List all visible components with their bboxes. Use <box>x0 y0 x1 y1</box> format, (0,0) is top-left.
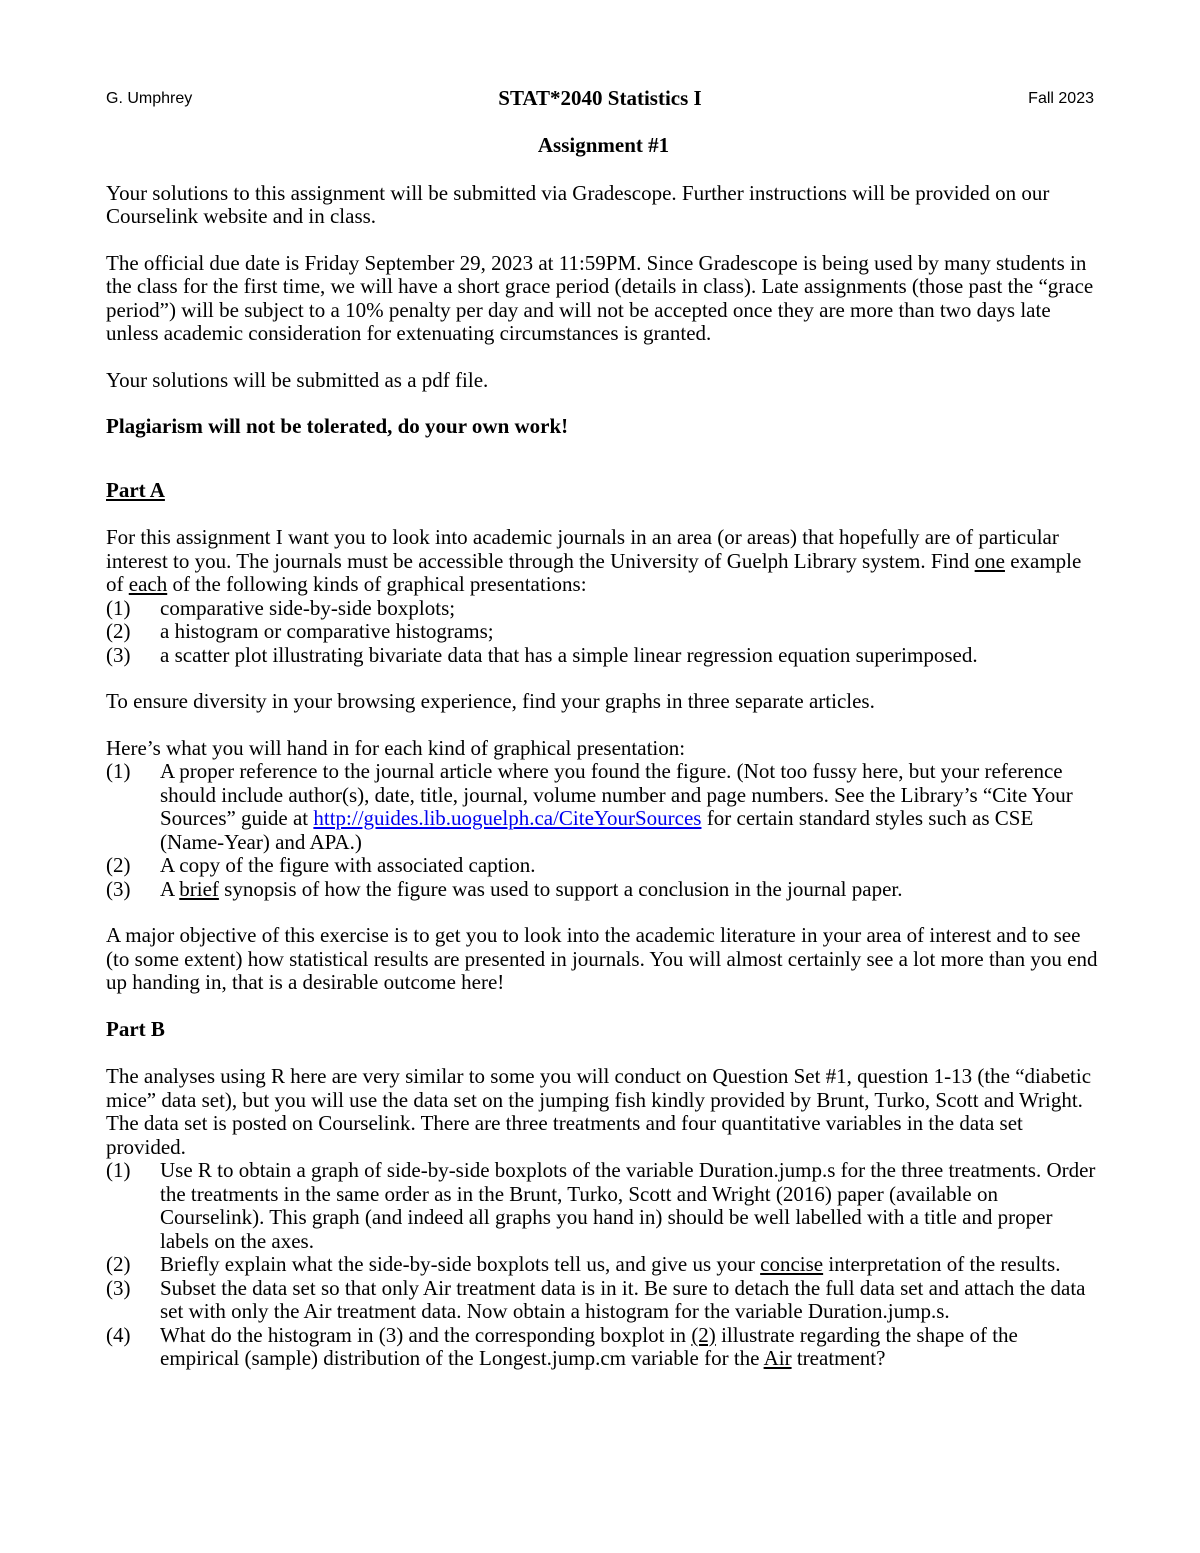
intro-paragraph-format: Your solutions will be submitted as a pdf file. <box>106 367 489 392</box>
assignment-title: Assignment #1 <box>537 133 670 157</box>
emphasis-each: each <box>128 572 168 596</box>
part-a-heading: Part A <box>106 477 165 502</box>
emphasis-brief: brief <box>179 876 219 901</box>
part-b-intro: The analyses using R here are very similar to some you will conduct on Question Set #1, question 1-13 (the “diabetic mice” data set), but you will use the data set on the jumping fish kindly provided by Brunt, Turko, Scott and Wright. The data set is posted on Courselink. There are three treatments and four quantitative variables in the data set provided. <box>106 1064 1092 1159</box>
emphasis-one: one <box>974 548 1005 573</box>
handin-intro: Here’s what you will hand in for each kind of graphical presentation: <box>106 735 686 760</box>
part-b-heading: Part B <box>106 1016 165 1041</box>
graph-kinds-list <box>106 597 1101 668</box>
list-item: (2) A copy of the figure with associated caption. <box>106 853 536 877</box>
list-item: (1) comparative side-by-side boxplots; <box>106 595 456 620</box>
list-item: (3) a scatter plot illustrating bivariate data that has a simple linear regression equation superimposed. <box>106 642 978 667</box>
handin-list <box>106 760 1101 901</box>
part-a-intro: For this assignment I want you to look into academic journals in an area (or areas) that hopefully are of particular interest to you. The journals must be accessible through the University of Guelph Library system. Find one example of each of the following kinds of graphical presentations: <box>106 525 1082 596</box>
course-title: STAT*2040 Statistics I <box>498 86 702 110</box>
list-item: (1) Use R to obtain a graph of side-by-side boxplots of the variable Duration.jump.s for the three treatments. Order the treatments in the same order as in the Brunt, Turko, Scott and Wright (2016) paper (available on Courselink). This graph (and indeed all graphs you hand in) should be well labelled with a title and proper labels on the axes. <box>106 1158 1096 1253</box>
cite-your-sources-link[interactable]: http://guides.lib.uoguelph.ca/CiteYourSources <box>313 806 702 830</box>
list-item: (3) Subset the data set so that only Air treatment data is in it. Be sure to detach the full data set and attach the data set with only the Air treatment data. Now obtain a histogram for the variable Duration.jump.s. <box>106 1275 1086 1323</box>
plagiarism-warning: Plagiarism will not be tolerated, do your own work! <box>106 414 569 438</box>
list-item: (3) A brief synopsis of how the figure was used to support a conclusion in the journal paper. <box>106 876 903 901</box>
term-label: Fall 2023 <box>1028 90 1094 107</box>
emphasis-air: Air <box>763 1346 792 1370</box>
intro-paragraph-due-date: The official due date is Friday September 29, 2023 at 11:59PM. Since Gradescope is being used by many students in the class for the first time, we will have a short grace period (details in class). Late assignments (those past the “grace period”) will be subject to a 10% penalty per day and will not be accepted once they are more than two days late unless academic consideration for extenuating circumstances is granted. <box>106 250 1094 345</box>
page-header <box>106 86 1094 116</box>
list-item: (4) What do the histogram in (3) and the corresponding boxplot in (2) illustrate regarding the shape of the empirical (sample) distribution of the Longest.jump.cm variable for the Air treatment? <box>106 1322 1018 1370</box>
list-item: (2) Briefly explain what the side-by-side boxplots tell us, and give us your concise interpretation of the results. <box>106 1252 1061 1276</box>
list-item: (2) a histogram or comparative histograms; <box>106 619 494 643</box>
emphasis-2: (2) <box>691 1322 716 1347</box>
part-b-questions <box>106 1159 1101 1371</box>
list-item: (1) A proper reference to the journal article where you found the figure. (Not too fussy here, but your reference should include author(s), date, title, journal, volume number and page numbers. See the Library’s “Cite Your Sources” guide at http://guides.lib.uoguelph.ca/CiteYourSources for certain standard styles such as CSE (Name-Year) and APA.) <box>106 759 1073 854</box>
emphasis-concise: concise <box>760 1252 824 1276</box>
diversity-paragraph: To ensure diversity in your browsing experience, find your graphs in three separate articles. <box>106 689 875 713</box>
intro-paragraph-submission: Your solutions to this assignment will be submitted via Gradescope. Further instructions will be provided on our Courselink website and in class. <box>106 180 1050 228</box>
objective-paragraph: A major objective of this exercise is to get you to look into the academic literature in your area of interest and to see (to some extent) how statistical results are presented in journals. You will almost certainly see a lot more than you end up handing in, that is a desirable outcome here! <box>106 923 1098 994</box>
instructor-name: G. Umphrey <box>106 90 193 107</box>
document-body <box>106 134 1101 1394</box>
